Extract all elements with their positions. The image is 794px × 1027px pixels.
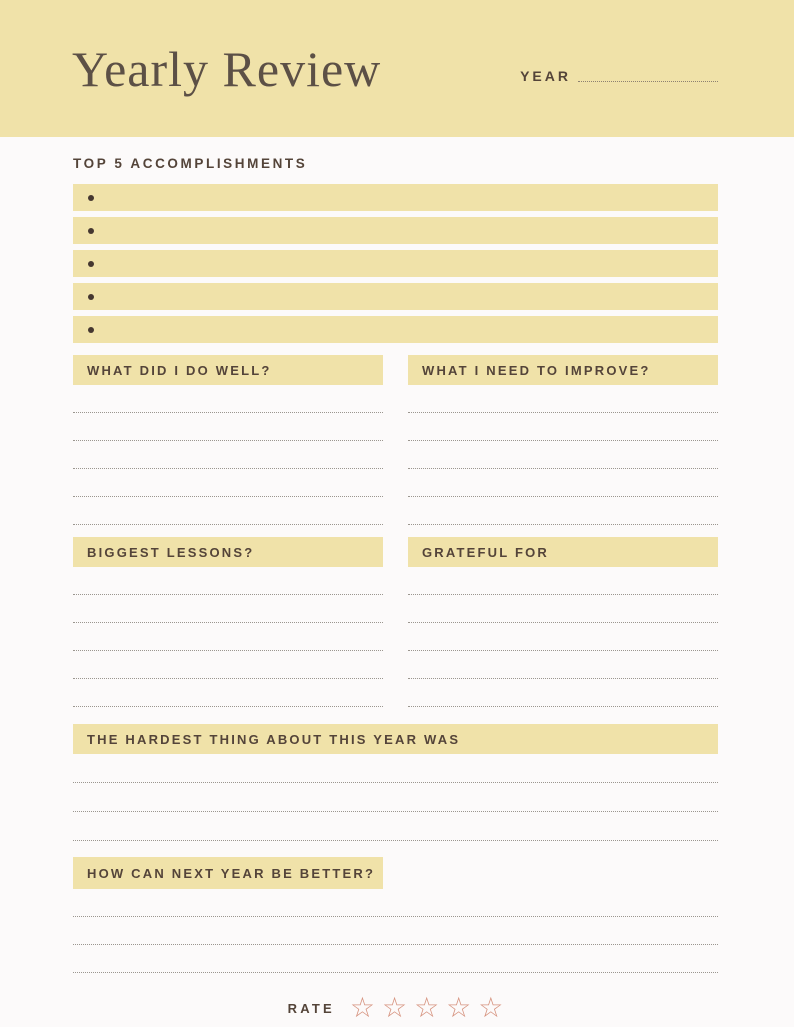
bullet-icon <box>88 228 94 234</box>
lessons-lines <box>73 567 383 707</box>
writing-line[interactable] <box>408 385 718 413</box>
year-input-line[interactable] <box>578 79 718 82</box>
grateful-lines <box>408 567 718 707</box>
writing-line[interactable] <box>408 651 718 679</box>
writing-line[interactable] <box>73 679 383 707</box>
next-year-lines <box>73 889 718 973</box>
year-label: YEAR <box>520 67 571 84</box>
bullet-icon <box>88 195 94 201</box>
grateful-heading: GRATEFUL FOR <box>408 537 718 567</box>
accomplishment-row[interactable] <box>73 184 718 211</box>
bullet-icon <box>88 294 94 300</box>
hardest-heading: THE HARDEST THING ABOUT THIS YEAR WAS <box>73 724 718 754</box>
bullet-icon <box>88 261 94 267</box>
row-did-well-improve <box>73 355 718 525</box>
accomplishment-row[interactable] <box>73 250 718 277</box>
accomplishments-list <box>73 184 718 343</box>
did-well-heading: WHAT DID I DO WELL? <box>73 355 383 385</box>
section-grateful <box>408 537 718 707</box>
accomplishment-row[interactable] <box>73 316 718 343</box>
improve-lines <box>408 385 718 525</box>
section-next-year <box>73 857 718 973</box>
page-content <box>0 156 794 1022</box>
section-hardest <box>73 724 718 841</box>
star-icon[interactable]: ☆ <box>414 991 440 1024</box>
writing-line[interactable] <box>73 413 383 441</box>
accomplishments-heading: TOP 5 ACCOMPLISHMENTS <box>73 156 308 171</box>
year-field <box>520 69 718 83</box>
writing-line[interactable] <box>408 567 718 595</box>
accomplishment-row[interactable] <box>73 283 718 310</box>
writing-line[interactable] <box>73 469 383 497</box>
accomplishment-row[interactable] <box>73 217 718 244</box>
writing-line[interactable] <box>408 679 718 707</box>
bullet-icon <box>88 327 94 333</box>
writing-line[interactable] <box>73 567 383 595</box>
writing-line[interactable] <box>408 497 718 525</box>
page-header <box>0 0 794 137</box>
writing-line[interactable] <box>408 623 718 651</box>
lessons-heading: BIGGEST LESSONS? <box>73 537 383 567</box>
star-icon[interactable]: ☆ <box>381 991 408 1024</box>
hardest-lines <box>73 754 718 841</box>
writing-line[interactable] <box>408 441 718 469</box>
section-lessons <box>73 537 383 707</box>
writing-line[interactable] <box>73 595 383 623</box>
star-icon[interactable]: ☆ <box>478 991 504 1024</box>
writing-line[interactable] <box>73 385 383 413</box>
improve-heading: WHAT I NEED TO IMPROVE? <box>408 355 718 385</box>
did-well-lines <box>73 385 383 525</box>
writing-line[interactable] <box>408 469 718 497</box>
star-icon[interactable]: ☆ <box>446 991 472 1024</box>
row-lessons-grateful <box>73 537 718 707</box>
writing-line[interactable] <box>73 651 383 679</box>
writing-line[interactable] <box>73 889 718 917</box>
writing-line[interactable] <box>73 945 718 973</box>
writing-line[interactable] <box>73 441 383 469</box>
writing-line[interactable] <box>408 595 718 623</box>
page-title: Yearly Review <box>72 40 382 97</box>
writing-line[interactable] <box>73 917 718 945</box>
next-year-heading: HOW CAN NEXT YEAR BE BETTER? <box>73 857 383 889</box>
writing-line[interactable] <box>73 623 383 651</box>
writing-line[interactable] <box>73 783 718 812</box>
section-improve <box>408 355 718 525</box>
star-icon[interactable]: ☆ <box>349 991 375 1024</box>
star-rating <box>349 991 504 1024</box>
writing-line[interactable] <box>73 754 718 783</box>
rating-label: RATE <box>287 1000 335 1016</box>
writing-line[interactable] <box>408 413 718 441</box>
writing-line[interactable] <box>73 812 718 841</box>
rating-row <box>73 991 718 1024</box>
section-did-well <box>73 355 383 525</box>
writing-line[interactable] <box>73 497 383 525</box>
